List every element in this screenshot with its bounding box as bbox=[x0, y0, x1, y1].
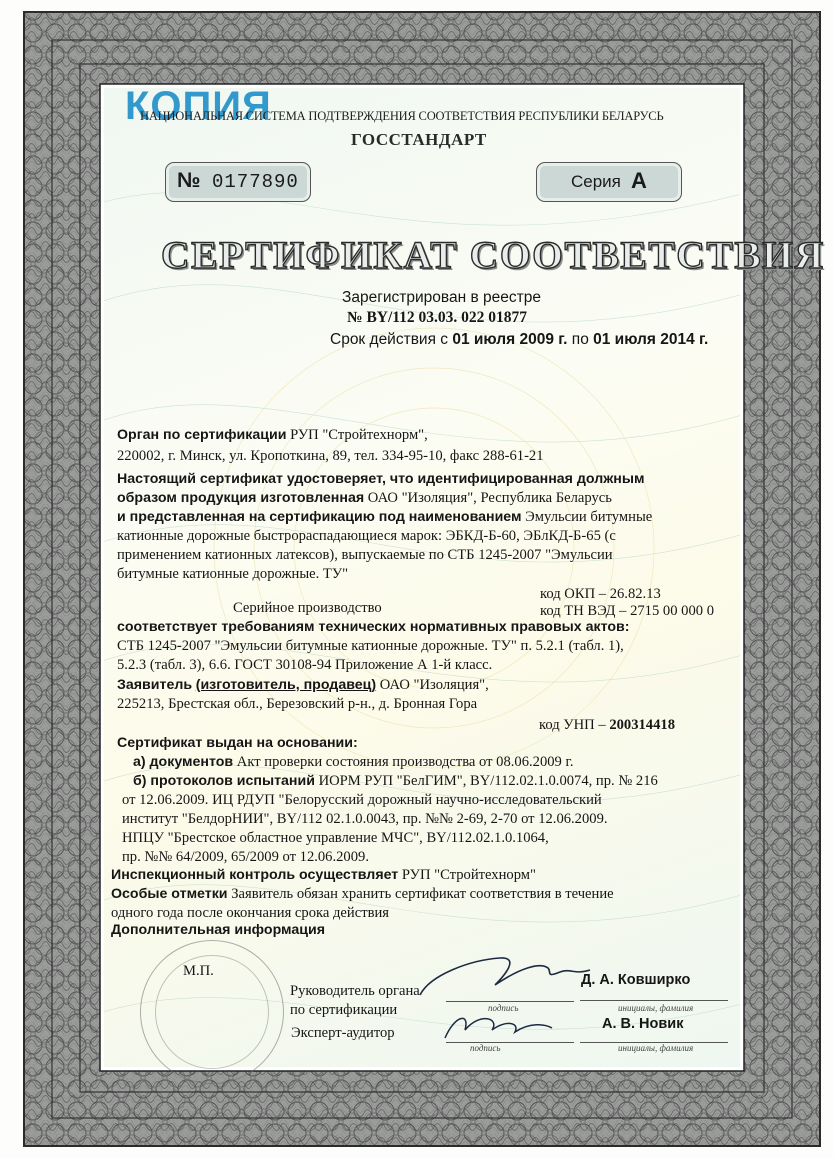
validity-mid: по bbox=[571, 331, 589, 348]
inspection-value: РУП "Стройтехнорм" bbox=[401, 867, 536, 883]
basis-a-label: а) документов bbox=[133, 754, 234, 770]
basis-b-line4: НПЦУ "Брестское областное управление МЧС", BY/112.02.1.0.1064, bbox=[122, 830, 549, 846]
product-line3: битумные катионные дорожные. ТУ" bbox=[117, 566, 349, 582]
registry-number: № BY/112 03.03. 022 01877 bbox=[347, 309, 528, 326]
agency-name: ГОССТАНДАРТ bbox=[351, 130, 487, 149]
expert-signature bbox=[445, 1018, 552, 1038]
manufacturer-value: ОАО "Изоляция", Республика Беларусь bbox=[367, 490, 612, 506]
expert-sign-caption: подпись bbox=[470, 1043, 501, 1053]
product-line2: применением катионных латексов), выпускаемые по СТБ 1245-2007 "Эмульсии bbox=[117, 547, 613, 563]
presented-value: Эмульсии битумные bbox=[525, 509, 653, 525]
basis-label: Сертификат выдан на основании: bbox=[117, 735, 358, 751]
national-system-title: НАЦИОНАЛЬНАЯ СИСТЕМА ПОДТВЕРЖДЕНИЯ СООТВЕТСТВИЯ РЕСПУБЛИКИ БЕЛАРУСЬ bbox=[140, 109, 664, 123]
certifies-line1: Настоящий сертификат удостоверяет, что идентифицированная должным bbox=[117, 471, 645, 487]
applicant-value: ОАО "Изоляция", bbox=[379, 677, 489, 693]
validity-prefix: Срок действия с bbox=[330, 331, 449, 348]
basis-b-line2: от 12.06.2009. ИЦ РДУП "Белорусский дорожный научно-исследовательский bbox=[122, 792, 602, 808]
additional-label: Дополнительная информация bbox=[111, 922, 325, 938]
applicant-paren: (изготовитель, продавец) bbox=[195, 677, 377, 693]
okp-code: код ОКП – 26.82.13 bbox=[540, 586, 661, 602]
certificate-number: 0177890 bbox=[212, 171, 299, 193]
organ-label: Орган по сертификации bbox=[117, 427, 287, 443]
basis-a-value: Акт проверки состояния производства от 08.06.2009 г. bbox=[236, 754, 574, 770]
expert-initials-caption: инициалы, фамилия bbox=[618, 1043, 694, 1053]
presented-label: и представленная на сертификацию под наименованием bbox=[117, 509, 522, 525]
registered-label: Зарегистрирован в реестре bbox=[342, 289, 541, 306]
valid-from: 01 июля 2009 г. bbox=[452, 331, 568, 348]
complies-line2: 5.2.3 (табл. 3), 6.6. ГОСТ 30108-94 Приложение А 1-й класс. bbox=[117, 657, 493, 673]
head-signature bbox=[420, 958, 590, 995]
complies-label: соответствует требованиям технических нормативных правовых актов: bbox=[117, 619, 630, 635]
basis-b-line3: институт "БелдорНИИ", BY/112 02.1.0.0043, пр. №№ 2-69, 2-70 от 12.06.2009. bbox=[122, 811, 608, 827]
head-label-line2: по сертификации bbox=[290, 1002, 398, 1018]
certifies-line2-label: образом продукция изготовленная bbox=[117, 490, 365, 506]
special-value: Заявитель обязан хранить сертификат соответствия в течение bbox=[231, 886, 614, 902]
tnved-code: код ТН ВЭД – 2715 00 000 0 bbox=[540, 603, 715, 619]
number-sign: № bbox=[177, 169, 201, 192]
product-line1: катионные дорожные быстрораспадающиеся марок: ЭБКД-Б-60, ЭБлКД-Б-65 (с bbox=[117, 528, 616, 544]
head-sign-caption: подпись bbox=[488, 1003, 519, 1013]
basis-b-value: ИОРМ РУП "БелГИМ", BY/112.02.1.0.0074, пр. № 216 bbox=[318, 773, 658, 789]
complies-line1: СТБ 1245-2007 "Эмульсии битумные катионные дорожные. ТУ" п. 5.2.1 (табл. 1), bbox=[117, 638, 624, 654]
serial-production: Серийное производство bbox=[233, 600, 382, 616]
applicant-label: Заявитель bbox=[117, 677, 193, 693]
special-label: Особые отметки bbox=[111, 886, 228, 902]
head-name: Д. А. Ковширко bbox=[581, 972, 691, 988]
copy-stamp: КОПИЯ bbox=[125, 84, 272, 128]
expert-name: А. В. Новик bbox=[602, 1016, 684, 1032]
series-value: А bbox=[631, 168, 647, 193]
unp-label: код УНП – bbox=[539, 717, 606, 733]
inspection-label: Инспекционный контроль осуществляет bbox=[111, 867, 399, 883]
seal-label: М.П. bbox=[183, 963, 214, 979]
unp-value: 200314418 bbox=[609, 717, 675, 733]
special-line2: одного года после окончания срока действия bbox=[111, 905, 389, 921]
applicant-address: 225213, Брестская обл., Березовский р-н., д. Бронная Гора bbox=[117, 696, 478, 712]
organ-value: РУП "Стройтехнорм", bbox=[290, 427, 428, 443]
basis-b-label: б) протоколов испытаний bbox=[133, 773, 315, 789]
series-label: Серия bbox=[571, 172, 621, 191]
certificate-title: СЕРТИФИКАТ СООТВЕТСТВИЯ bbox=[161, 233, 825, 277]
expert-label: Эксперт-аудитор bbox=[291, 1025, 395, 1041]
organ-address: 220002, г. Минск, ул. Кропоткина, 89, тел. 334-95-10, факс 288-61-21 bbox=[117, 448, 544, 464]
basis-b-line5: пр. №№ 64/2009, 65/2009 от 12.06.2009. bbox=[122, 849, 369, 865]
head-initials-caption: инициалы, фамилия bbox=[618, 1003, 694, 1013]
head-label-line1: Руководитель органа bbox=[290, 983, 420, 999]
valid-to: 01 июля 2014 г. bbox=[593, 331, 709, 348]
